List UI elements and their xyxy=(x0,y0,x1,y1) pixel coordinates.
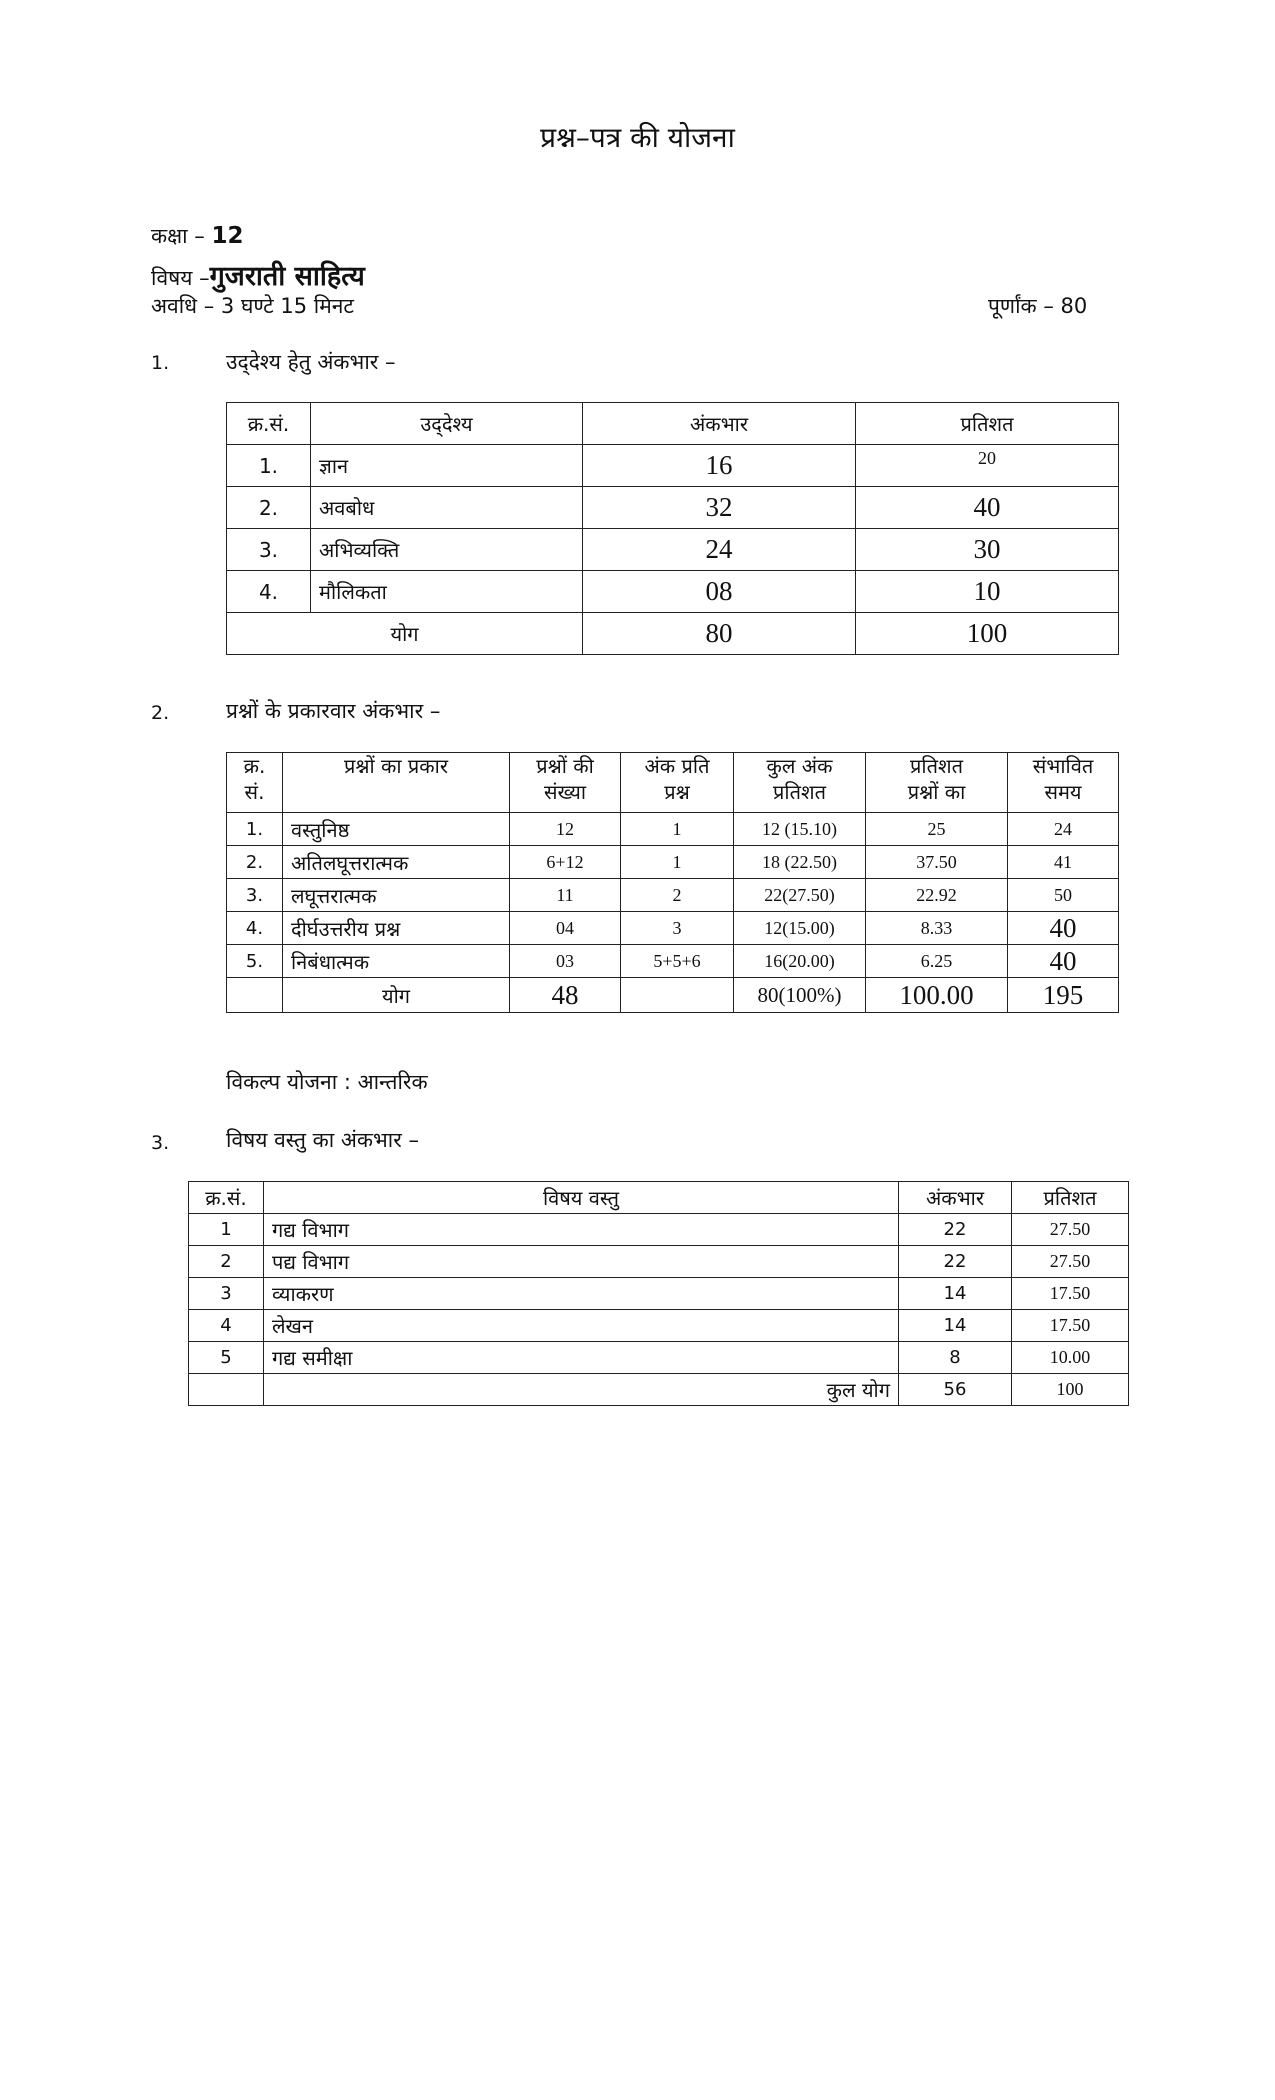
marks-per-question-cell: 1 xyxy=(621,846,734,879)
marks-cell: 08 xyxy=(583,571,856,613)
percent-cell: 40 xyxy=(856,487,1119,529)
serial-cell: 3. xyxy=(227,529,311,571)
total-marks-percent-cell: 12 (15.10) xyxy=(734,813,866,846)
count-cell: 04 xyxy=(510,912,621,945)
count-cell: 6+12 xyxy=(510,846,621,879)
marks-per-question-cell: 5+5+6 xyxy=(621,945,734,978)
percent-cell: 30 xyxy=(856,529,1119,571)
full-marks: पूर्णांक – 80 xyxy=(988,294,1088,318)
section-1-number: 1. xyxy=(151,352,170,374)
question-type-weightage-table xyxy=(226,752,1119,1013)
section-3-heading: विषय वस्तु का अंकभार – xyxy=(226,1128,419,1152)
question-percent-cell: 37.50 xyxy=(866,846,1008,879)
table-row xyxy=(227,945,1119,978)
marks-cell: 8 xyxy=(899,1342,1012,1374)
total-marks-percent-cell: 22(27.50) xyxy=(734,879,866,912)
section-3-number: 3. xyxy=(151,1132,170,1154)
question-percent-cell: 8.33 xyxy=(866,912,1008,945)
percent-cell: 10.00 xyxy=(1012,1342,1129,1374)
marks-per-question-cell: 2 xyxy=(621,879,734,912)
serial-cell: 1. xyxy=(227,813,283,846)
objective-cell: अभिव्यक्ति xyxy=(311,529,583,571)
marks-cell: 14 xyxy=(899,1310,1012,1342)
question-type-cell: लघूत्तरात्मक xyxy=(283,879,510,912)
time-cell: 41 xyxy=(1008,846,1119,879)
column-header: अंक प्रति प्रश्न xyxy=(621,753,734,813)
serial-cell: 4 xyxy=(189,1310,264,1342)
column-header: प्रश्नों की संख्या xyxy=(510,753,621,813)
total-marks-percent-cell: 18 (22.50) xyxy=(734,846,866,879)
content-cell: व्याकरण xyxy=(264,1278,899,1310)
total-count: 48 xyxy=(510,978,621,1013)
column-header: क्र. सं. xyxy=(227,753,283,813)
content-cell: गद्य विभाग xyxy=(264,1214,899,1246)
column-header: कुल अंक प्रतिशत xyxy=(734,753,866,813)
total-blank-cell xyxy=(227,978,283,1013)
table-row xyxy=(227,571,1119,613)
marks-cell: 24 xyxy=(583,529,856,571)
marks-cell: 14 xyxy=(899,1278,1012,1310)
percent-cell: 27.50 xyxy=(1012,1246,1129,1278)
serial-cell: 2 xyxy=(189,1246,264,1278)
total-label: योग xyxy=(283,978,510,1013)
section-2-number: 2. xyxy=(151,702,170,724)
option-plan: विकल्प योजना : आन्तरिक xyxy=(226,1070,428,1094)
total-marks: 80 xyxy=(583,613,856,655)
serial-cell: 5 xyxy=(189,1342,264,1374)
question-percent-cell: 6.25 xyxy=(866,945,1008,978)
duration: अवधि – 3 घण्टे 15 मिनट xyxy=(151,294,355,318)
content-cell: गद्य समीक्षा xyxy=(264,1342,899,1374)
objective-cell: मौलिकता xyxy=(311,571,583,613)
column-header: क्र.सं. xyxy=(227,403,311,445)
total-row xyxy=(227,613,1119,655)
percent-cell: 17.50 xyxy=(1012,1278,1129,1310)
time-cell: 40 xyxy=(1008,912,1119,945)
column-header: प्रश्नों का प्रकार xyxy=(283,753,510,813)
percent-cell: 17.50 xyxy=(1012,1310,1129,1342)
serial-cell: 5. xyxy=(227,945,283,978)
table-row xyxy=(227,813,1119,846)
section-2-heading: प्रश्नों के प्रकारवार अंकभार – xyxy=(226,699,441,723)
content-weightage-table xyxy=(188,1181,1129,1406)
serial-cell: 1 xyxy=(189,1214,264,1246)
table-row xyxy=(189,1310,1129,1342)
serial-cell: 3. xyxy=(227,879,283,912)
percent-cell: 27.50 xyxy=(1012,1214,1129,1246)
column-header: विषय वस्तु xyxy=(264,1182,899,1214)
question-type-cell: दीर्घउत्तरीय प्रश्न xyxy=(283,912,510,945)
table-row xyxy=(189,1278,1129,1310)
question-percent-cell: 25 xyxy=(866,813,1008,846)
column-header: संभावित समय xyxy=(1008,753,1119,813)
marks-cell: 32 xyxy=(583,487,856,529)
subject-label: विषय – xyxy=(151,266,210,290)
subject-value: गुजराती साहित्य xyxy=(209,261,365,292)
column-header: प्रतिशत प्रश्नों का xyxy=(866,753,1008,813)
table-row xyxy=(227,487,1119,529)
serial-cell: 4. xyxy=(227,571,311,613)
question-type-cell: वस्तुनिष्ठ xyxy=(283,813,510,846)
objective-cell: अवबोध xyxy=(311,487,583,529)
column-header: प्रतिशत xyxy=(856,403,1119,445)
table-header-row xyxy=(189,1182,1129,1214)
serial-cell: 2. xyxy=(227,487,311,529)
total-row xyxy=(227,978,1119,1013)
objective-cell: ज्ञान xyxy=(311,445,583,487)
column-header: उद्‌देश्य xyxy=(311,403,583,445)
table-row xyxy=(189,1342,1129,1374)
total-marks-percent-cell: 12(15.00) xyxy=(734,912,866,945)
marks-cell: 16 xyxy=(583,445,856,487)
total-label: योग xyxy=(227,613,583,655)
section-1-heading: उद्‌देश्य हेतु अंकभार – xyxy=(226,350,396,374)
percent-cell: 20 xyxy=(856,445,1119,487)
total-row xyxy=(189,1374,1129,1406)
page-title: प्रश्न–पत्र की योजना xyxy=(540,121,735,154)
total-time: 195 xyxy=(1008,978,1119,1013)
serial-cell: 2. xyxy=(227,846,283,879)
table-row xyxy=(227,529,1119,571)
time-cell: 50 xyxy=(1008,879,1119,912)
content-cell: लेखन xyxy=(264,1310,899,1342)
class-value: 12 xyxy=(211,223,244,249)
count-cell: 11 xyxy=(510,879,621,912)
serial-cell: 3 xyxy=(189,1278,264,1310)
subject-line xyxy=(151,256,365,293)
total-label: कुल योग xyxy=(264,1374,899,1406)
class-line xyxy=(151,222,244,250)
marks-per-question-cell: 1 xyxy=(621,813,734,846)
table-row xyxy=(189,1246,1129,1278)
table-header-row xyxy=(227,753,1119,813)
marks-per-question-cell: 3 xyxy=(621,912,734,945)
percent-cell: 10 xyxy=(856,571,1119,613)
content-cell: पद्य विभाग xyxy=(264,1246,899,1278)
table-row xyxy=(189,1214,1129,1246)
serial-cell: 4. xyxy=(227,912,283,945)
question-percent-cell: 22.92 xyxy=(866,879,1008,912)
serial-cell: 1. xyxy=(227,445,311,487)
table-row xyxy=(227,846,1119,879)
total-blank-cell xyxy=(621,978,734,1013)
total-marks-percent: 80(100%) xyxy=(734,978,866,1013)
column-header: क्र.सं. xyxy=(189,1182,264,1214)
question-type-cell: अतिलघूत्तरात्मक xyxy=(283,846,510,879)
marks-cell: 22 xyxy=(899,1246,1012,1278)
table-row xyxy=(227,912,1119,945)
time-cell: 40 xyxy=(1008,945,1119,978)
table-row xyxy=(227,445,1119,487)
total-percent: 100 xyxy=(1012,1374,1129,1406)
total-marks-percent-cell: 16(20.00) xyxy=(734,945,866,978)
table-row xyxy=(227,879,1119,912)
count-cell: 12 xyxy=(510,813,621,846)
total-percent: 100 xyxy=(856,613,1119,655)
total-marks: 56 xyxy=(899,1374,1012,1406)
total-question-percent: 100.00 xyxy=(866,978,1008,1013)
count-cell: 03 xyxy=(510,945,621,978)
table-header-row xyxy=(227,403,1119,445)
objective-weightage-table xyxy=(226,402,1119,655)
total-blank-cell xyxy=(189,1374,264,1406)
question-type-cell: निबंधात्मक xyxy=(283,945,510,978)
time-cell: 24 xyxy=(1008,813,1119,846)
column-header: अंकभार xyxy=(583,403,856,445)
column-header: प्रतिशत xyxy=(1012,1182,1129,1214)
class-label: कक्षा – xyxy=(151,224,205,248)
marks-cell: 22 xyxy=(899,1214,1012,1246)
column-header: अंकभार xyxy=(899,1182,1012,1214)
